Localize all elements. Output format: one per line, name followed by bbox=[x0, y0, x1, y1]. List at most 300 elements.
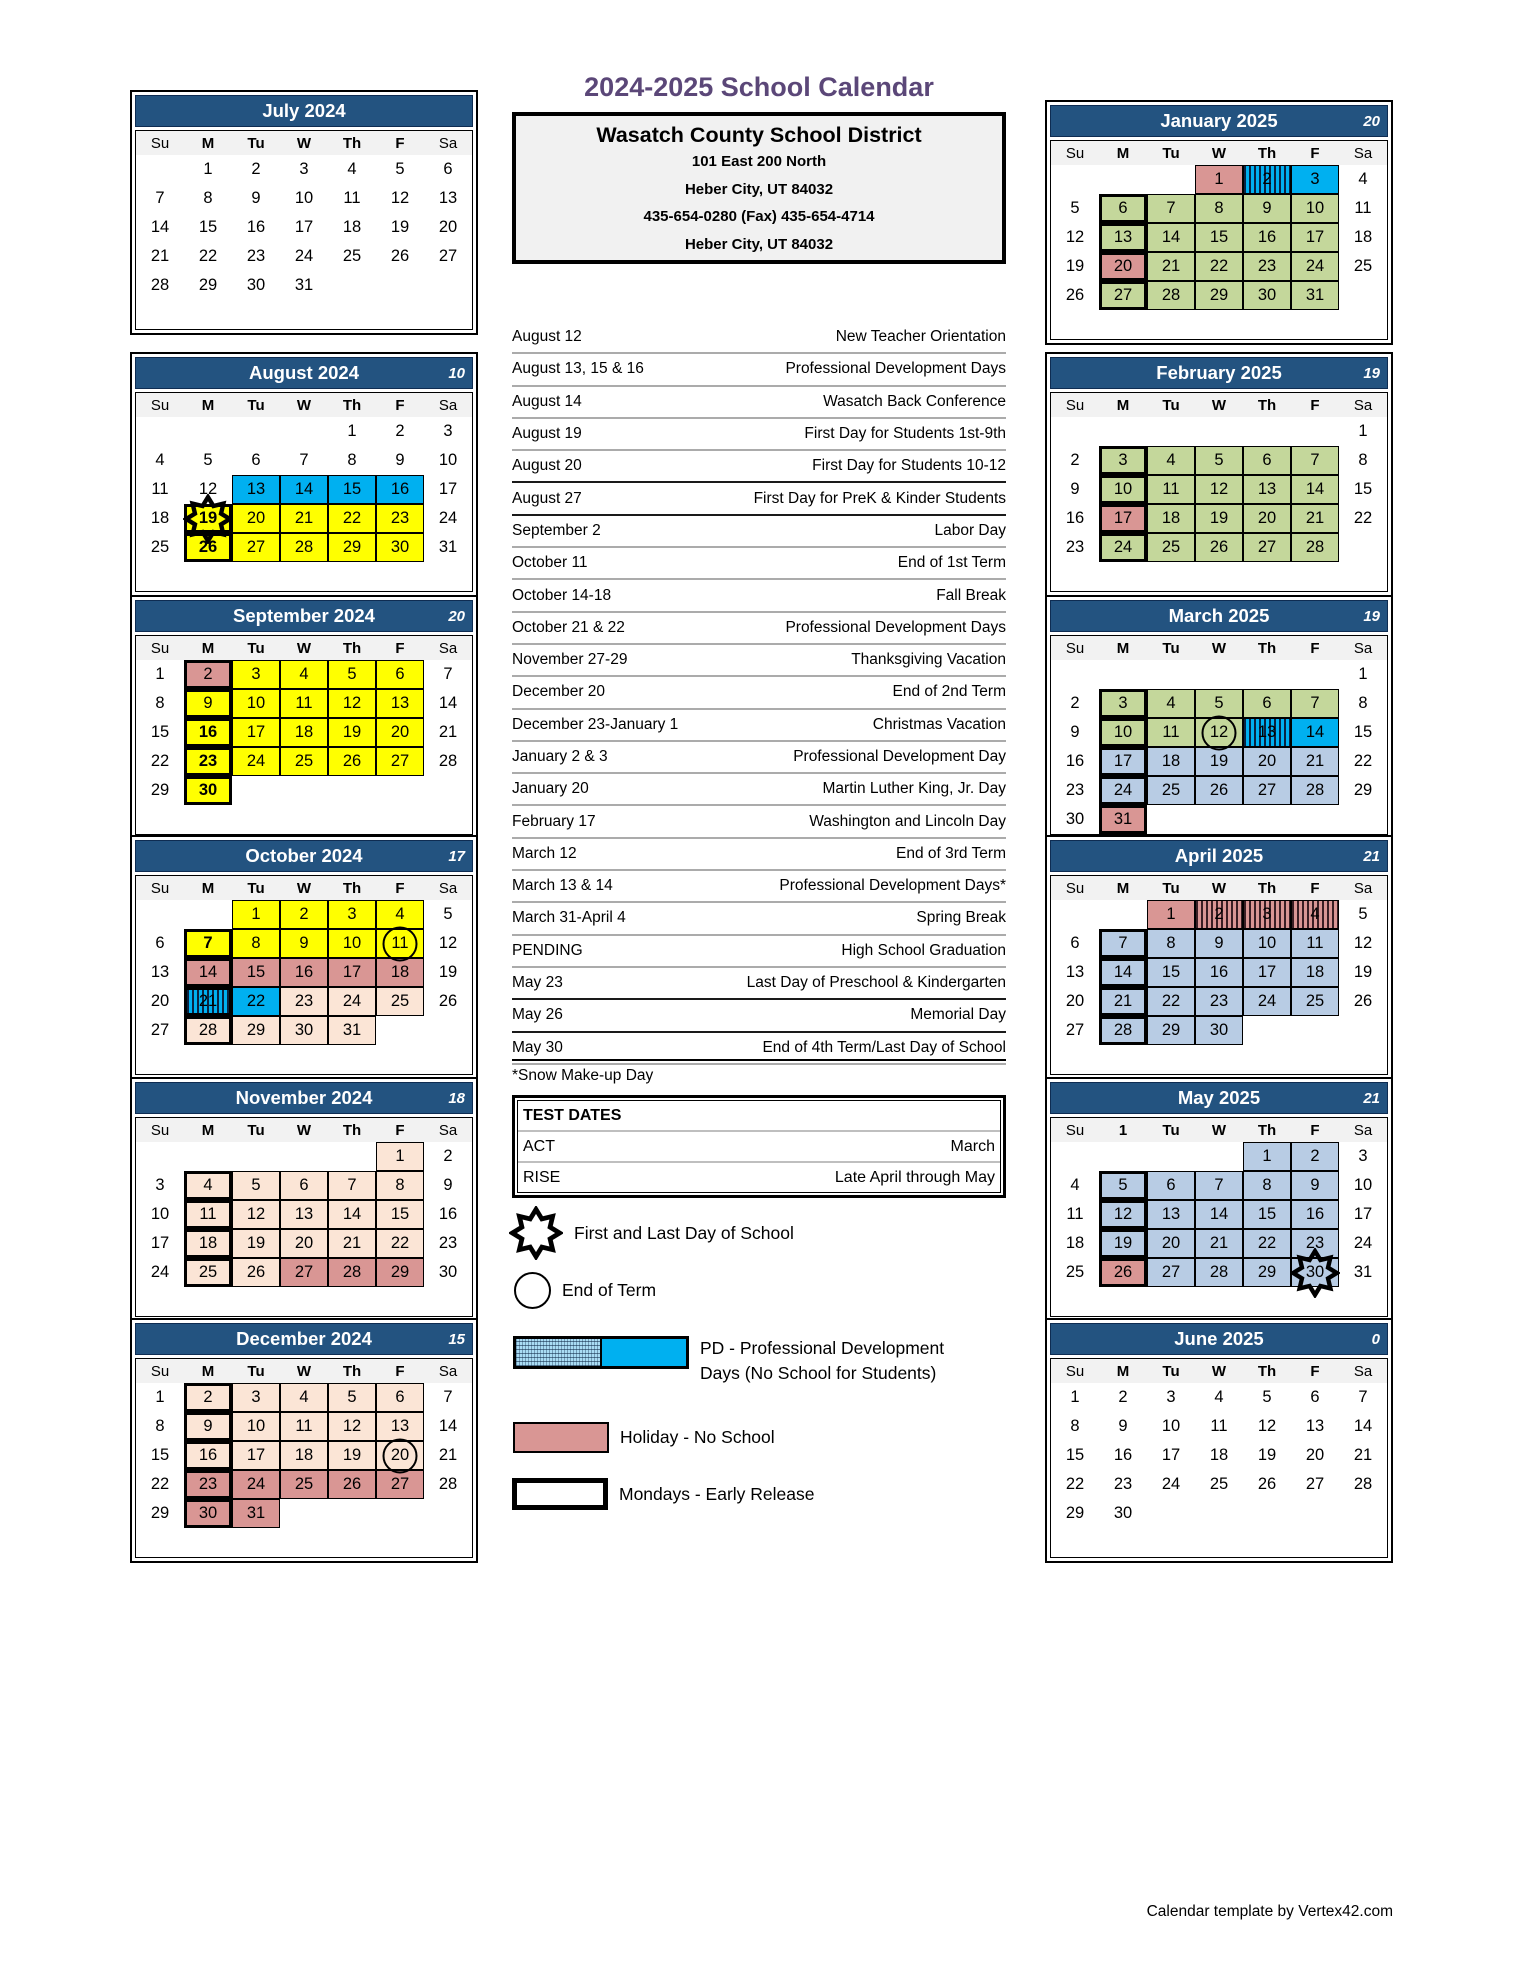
day-cell bbox=[1147, 223, 1195, 252]
day-cell bbox=[1339, 475, 1387, 504]
month-september-2024 bbox=[130, 595, 478, 840]
day-number: 23 bbox=[1113, 1475, 1133, 1493]
day-number: 14 bbox=[342, 1205, 362, 1223]
day-cell bbox=[232, 987, 280, 1016]
day-number: 25 bbox=[150, 538, 170, 556]
day-number: 31 bbox=[342, 1021, 362, 1039]
day-number: 20 bbox=[1257, 752, 1277, 770]
day-cell bbox=[280, 1470, 328, 1499]
weekday-label: M bbox=[201, 396, 215, 414]
day-number: 1 bbox=[203, 160, 213, 178]
weekday-label: M bbox=[201, 879, 215, 897]
day-number: 28 bbox=[1305, 538, 1325, 556]
weekday-label: W bbox=[1211, 879, 1227, 897]
day-cell bbox=[1147, 747, 1195, 776]
weekday-label: Su bbox=[1065, 1362, 1085, 1380]
day-number: 19 bbox=[246, 1234, 266, 1252]
day-number: 4 bbox=[203, 1176, 213, 1194]
day-cell bbox=[184, 958, 232, 987]
week-row bbox=[1051, 1441, 1387, 1470]
event-row bbox=[512, 677, 1006, 709]
weekday-label: Th bbox=[342, 1362, 362, 1380]
weekday-label: Sa bbox=[1353, 144, 1373, 162]
day-cell bbox=[376, 900, 424, 929]
month-body bbox=[1050, 1358, 1388, 1558]
day-cell bbox=[1051, 1258, 1099, 1287]
event-row bbox=[512, 710, 1006, 742]
day-number: 20 bbox=[1113, 257, 1133, 275]
day-cell bbox=[328, 213, 376, 242]
day-number: 24 bbox=[1353, 1234, 1373, 1252]
month-day-count: 19 bbox=[1363, 607, 1380, 625]
day-cell bbox=[1243, 689, 1291, 718]
day-number: 14 bbox=[1209, 1205, 1229, 1223]
month-title: September 2024 bbox=[233, 605, 375, 626]
day-number: 23 bbox=[438, 1234, 458, 1252]
day-cell bbox=[184, 475, 232, 504]
day-cell bbox=[280, 1016, 328, 1045]
day-number: 10 bbox=[1113, 723, 1133, 741]
day-cell bbox=[424, 184, 472, 213]
day-number: 28 bbox=[294, 538, 314, 556]
weekday-label: W bbox=[1211, 144, 1227, 162]
test-dates-title: TEST DATES bbox=[523, 1106, 622, 1124]
weekday-label: Th bbox=[342, 1121, 362, 1139]
day-number: 8 bbox=[155, 694, 165, 712]
day-cell bbox=[280, 747, 328, 776]
week-row bbox=[136, 1142, 472, 1171]
day-number: 11 bbox=[295, 1417, 313, 1435]
week-row bbox=[1051, 281, 1387, 310]
day-cell bbox=[424, 660, 472, 689]
event-row bbox=[512, 871, 1006, 903]
day-number: 9 bbox=[1262, 199, 1272, 217]
day-number: 9 bbox=[203, 694, 213, 712]
day-cell bbox=[1339, 1171, 1387, 1200]
day-cell bbox=[424, 242, 472, 271]
day-cell bbox=[184, 1412, 232, 1441]
day-number: 19 bbox=[390, 218, 410, 236]
day-cell bbox=[1051, 1441, 1099, 1470]
day-cell bbox=[1243, 1412, 1291, 1441]
day-cell bbox=[1243, 1441, 1291, 1470]
day-cell bbox=[424, 475, 472, 504]
day-number: 7 bbox=[1166, 199, 1176, 217]
day-number: 31 bbox=[246, 1504, 266, 1522]
day-number: 16 bbox=[1065, 509, 1085, 527]
weekday-header-row bbox=[136, 876, 472, 900]
day-number: 17 bbox=[1305, 228, 1325, 246]
day-cell bbox=[1147, 1016, 1195, 1045]
mondays-swatch-icon bbox=[512, 1478, 608, 1510]
day-number: 6 bbox=[155, 934, 165, 952]
day-number: 11 bbox=[343, 189, 361, 207]
day-number: 9 bbox=[1070, 723, 1080, 741]
day-number: 8 bbox=[347, 451, 357, 469]
event-row bbox=[512, 1000, 1006, 1032]
day-number: 27 bbox=[1065, 1021, 1085, 1039]
weekday-header-row bbox=[136, 1118, 472, 1142]
day-number: 16 bbox=[1257, 228, 1277, 246]
day-number: 3 bbox=[155, 1176, 165, 1194]
day-cell-empty bbox=[424, 271, 472, 300]
day-number: 15 bbox=[342, 480, 362, 498]
day-cell bbox=[1195, 900, 1243, 929]
weekday-label: W bbox=[296, 396, 312, 414]
test-window: March bbox=[950, 1137, 995, 1155]
month-february-2025 bbox=[1045, 352, 1393, 597]
month-day-count: 0 bbox=[1371, 1330, 1380, 1348]
event-row bbox=[512, 580, 1006, 612]
weekday-label: Th bbox=[342, 134, 362, 152]
day-cell bbox=[1099, 776, 1147, 805]
day-cell bbox=[1147, 446, 1195, 475]
day-number: 11 bbox=[1162, 480, 1180, 498]
event-description: Washington and Lincoln Day bbox=[809, 812, 1006, 830]
day-number: 27 bbox=[150, 1021, 170, 1039]
day-cell bbox=[184, 1258, 232, 1287]
day-cell bbox=[232, 747, 280, 776]
day-number: 28 bbox=[198, 1021, 218, 1039]
day-number: 24 bbox=[294, 247, 314, 265]
weekday-label: Su bbox=[1065, 879, 1085, 897]
weekday-label: 1 bbox=[1118, 1121, 1128, 1139]
day-cell bbox=[1291, 504, 1339, 533]
weekday-label: Th bbox=[1257, 396, 1277, 414]
day-cell bbox=[1243, 958, 1291, 987]
day-number: 12 bbox=[1353, 934, 1373, 952]
day-cell bbox=[184, 155, 232, 184]
day-cell bbox=[1291, 689, 1339, 718]
day-number: 15 bbox=[1257, 1205, 1277, 1223]
week-row bbox=[1051, 929, 1387, 958]
weekday-label: Tu bbox=[1162, 879, 1180, 897]
week-row bbox=[136, 689, 472, 718]
weekday-label: Su bbox=[1065, 1121, 1085, 1139]
week-row bbox=[136, 1441, 472, 1470]
day-cell bbox=[376, 184, 424, 213]
day-cell bbox=[1243, 446, 1291, 475]
day-cell bbox=[184, 1470, 232, 1499]
day-number: 26 bbox=[342, 752, 362, 770]
month-title: March 2025 bbox=[1168, 605, 1270, 626]
day-cell-empty bbox=[1099, 900, 1147, 929]
day-number: 25 bbox=[1305, 992, 1325, 1010]
day-cell bbox=[280, 900, 328, 929]
week-row bbox=[1051, 417, 1387, 446]
day-cell bbox=[376, 533, 424, 562]
day-number: 9 bbox=[1070, 480, 1080, 498]
day-number: 7 bbox=[1118, 934, 1128, 952]
day-number: 10 bbox=[1113, 480, 1133, 498]
day-cell bbox=[376, 1200, 424, 1229]
month-title: October 2024 bbox=[245, 845, 363, 866]
weekday-label: Th bbox=[1257, 879, 1277, 897]
day-cell bbox=[184, 776, 232, 805]
day-number: 8 bbox=[203, 189, 213, 207]
day-number: 28 bbox=[1305, 781, 1325, 799]
week-row bbox=[1051, 1470, 1387, 1499]
day-cell bbox=[280, 987, 328, 1016]
day-number: 10 bbox=[246, 1417, 266, 1435]
day-number: 23 bbox=[1065, 538, 1085, 556]
day-number: 7 bbox=[443, 1388, 453, 1406]
day-number: 30 bbox=[1113, 1504, 1133, 1522]
day-cell-empty bbox=[1099, 417, 1147, 446]
day-cell bbox=[1147, 1229, 1195, 1258]
day-number: 22 bbox=[1353, 509, 1373, 527]
week-row bbox=[1051, 776, 1387, 805]
day-cell bbox=[184, 689, 232, 718]
day-number: 31 bbox=[294, 276, 314, 294]
month-day-count: 20 bbox=[1363, 112, 1380, 130]
week-row bbox=[136, 242, 472, 271]
day-number: 22 bbox=[390, 1234, 410, 1252]
month-day-count: 21 bbox=[1363, 1089, 1380, 1107]
event-row bbox=[512, 516, 1006, 548]
event-description: End of 3rd Term bbox=[896, 844, 1006, 862]
month-day-count: 15 bbox=[448, 1330, 465, 1348]
day-cell bbox=[184, 1441, 232, 1470]
day-cell bbox=[1051, 1499, 1099, 1528]
month-december-2024 bbox=[130, 1318, 478, 1563]
day-cell bbox=[232, 446, 280, 475]
day-cell bbox=[1051, 718, 1099, 747]
day-cell bbox=[280, 533, 328, 562]
day-cell-empty bbox=[1147, 660, 1195, 689]
day-cell bbox=[280, 1441, 328, 1470]
day-number: 2 bbox=[443, 1147, 453, 1165]
day-number: 27 bbox=[1161, 1263, 1181, 1281]
month-body bbox=[1050, 875, 1388, 1075]
week-row bbox=[136, 1229, 472, 1258]
day-cell bbox=[1291, 1200, 1339, 1229]
event-row bbox=[512, 806, 1006, 838]
day-cell bbox=[280, 958, 328, 987]
week-row bbox=[136, 776, 472, 805]
day-cell bbox=[424, 718, 472, 747]
day-cell-empty bbox=[1147, 417, 1195, 446]
day-cell bbox=[280, 1258, 328, 1287]
day-number: 26 bbox=[438, 992, 458, 1010]
day-number: 30 bbox=[1305, 1263, 1325, 1281]
day-cell bbox=[1195, 718, 1243, 747]
day-number: 3 bbox=[1118, 451, 1128, 469]
day-number: 6 bbox=[395, 665, 405, 683]
day-number: 3 bbox=[1358, 1147, 1368, 1165]
day-cell bbox=[1147, 533, 1195, 562]
weekday-label: F bbox=[1310, 144, 1320, 162]
day-cell bbox=[1051, 958, 1099, 987]
day-cell-empty bbox=[1195, 1499, 1243, 1528]
day-cell bbox=[1339, 1383, 1387, 1412]
day-cell bbox=[136, 689, 184, 718]
weekday-label: M bbox=[201, 639, 215, 657]
event-date: August 27 bbox=[512, 489, 582, 507]
day-number: 22 bbox=[1257, 1234, 1277, 1252]
day-cell bbox=[184, 1499, 232, 1528]
weekday-label: M bbox=[201, 134, 215, 152]
day-number: 21 bbox=[294, 509, 314, 527]
day-number: 20 bbox=[390, 1446, 410, 1464]
day-number: 21 bbox=[1305, 509, 1325, 527]
day-cell-empty bbox=[232, 1142, 280, 1171]
day-number: 10 bbox=[1305, 199, 1325, 217]
day-number: 30 bbox=[1257, 286, 1277, 304]
weekday-label: F bbox=[395, 639, 405, 657]
day-number: 4 bbox=[299, 1388, 309, 1406]
weekday-label: M bbox=[201, 1362, 215, 1380]
weekday-label: F bbox=[395, 879, 405, 897]
week-row bbox=[136, 1258, 472, 1287]
day-cell bbox=[1195, 689, 1243, 718]
day-cell bbox=[280, 689, 328, 718]
day-number: 9 bbox=[1214, 934, 1224, 952]
day-cell bbox=[1339, 1258, 1387, 1287]
day-cell bbox=[1051, 504, 1099, 533]
day-cell-empty bbox=[1339, 1016, 1387, 1045]
weekday-label: Su bbox=[1065, 144, 1085, 162]
day-number: 8 bbox=[1166, 934, 1176, 952]
circle-icon bbox=[514, 1272, 551, 1309]
day-cell bbox=[136, 1200, 184, 1229]
weekday-label: F bbox=[395, 396, 405, 414]
day-cell bbox=[1051, 805, 1099, 834]
day-number: 27 bbox=[1257, 781, 1277, 799]
day-cell bbox=[1051, 1016, 1099, 1045]
day-number: 5 bbox=[347, 665, 357, 683]
day-cell bbox=[1147, 1200, 1195, 1229]
day-cell bbox=[1051, 252, 1099, 281]
weekday-header-row bbox=[136, 636, 472, 660]
day-number: 12 bbox=[390, 189, 410, 207]
day-cell bbox=[1291, 533, 1339, 562]
day-cell bbox=[136, 533, 184, 562]
day-cell-empty bbox=[376, 271, 424, 300]
day-number: 11 bbox=[295, 694, 313, 712]
day-cell bbox=[1051, 1470, 1099, 1499]
day-number: 8 bbox=[1262, 1176, 1272, 1194]
day-cell bbox=[376, 213, 424, 242]
day-cell-empty bbox=[184, 1142, 232, 1171]
day-cell bbox=[1051, 223, 1099, 252]
weekday-label: Su bbox=[1065, 396, 1085, 414]
day-number: 23 bbox=[1209, 992, 1229, 1010]
day-number: 10 bbox=[294, 189, 314, 207]
day-cell bbox=[1339, 1412, 1387, 1441]
weekday-label: Th bbox=[342, 639, 362, 657]
day-number: 24 bbox=[1257, 992, 1277, 1010]
day-cell bbox=[376, 504, 424, 533]
day-number: 5 bbox=[443, 905, 453, 923]
month-header bbox=[135, 95, 473, 127]
event-description: End of 1st Term bbox=[897, 554, 1006, 572]
week-row bbox=[1051, 504, 1387, 533]
month-day-count: 17 bbox=[448, 847, 465, 865]
day-cell-empty bbox=[328, 776, 376, 805]
district-info-box bbox=[512, 112, 1006, 264]
day-cell bbox=[1099, 1258, 1147, 1287]
month-header bbox=[135, 1323, 473, 1355]
day-number: 17 bbox=[1113, 509, 1133, 527]
day-number: 24 bbox=[150, 1263, 170, 1281]
day-number: 22 bbox=[150, 1475, 170, 1493]
day-cell bbox=[1195, 1470, 1243, 1499]
day-cell bbox=[1339, 958, 1387, 987]
day-cell bbox=[328, 446, 376, 475]
day-cell-empty bbox=[280, 1142, 328, 1171]
week-row bbox=[1051, 900, 1387, 929]
day-cell bbox=[184, 929, 232, 958]
day-number: 10 bbox=[246, 694, 266, 712]
event-date: December 23-January 1 bbox=[512, 715, 679, 733]
day-cell bbox=[1243, 1200, 1291, 1229]
day-cell bbox=[1339, 165, 1387, 194]
weekday-header-row bbox=[1051, 636, 1387, 660]
test-name: RISE bbox=[523, 1168, 561, 1186]
day-cell bbox=[1243, 987, 1291, 1016]
weekday-label: Tu bbox=[1162, 1121, 1180, 1139]
day-cell bbox=[328, 1016, 376, 1045]
day-number: 13 bbox=[1305, 1417, 1325, 1435]
day-cell bbox=[1147, 900, 1195, 929]
day-cell bbox=[1099, 1441, 1147, 1470]
day-number: 13 bbox=[294, 1205, 314, 1223]
day-cell bbox=[328, 747, 376, 776]
legend-mondays bbox=[512, 1478, 815, 1510]
week-row bbox=[1051, 252, 1387, 281]
day-cell bbox=[1195, 958, 1243, 987]
week-row bbox=[136, 155, 472, 184]
day-cell bbox=[280, 242, 328, 271]
month-body bbox=[1050, 140, 1388, 340]
month-body bbox=[1050, 392, 1388, 592]
event-date: May 30 bbox=[512, 1038, 563, 1056]
day-number: 5 bbox=[1118, 1176, 1128, 1194]
day-cell bbox=[232, 1016, 280, 1045]
day-number: 4 bbox=[1166, 694, 1176, 712]
week-row bbox=[1051, 533, 1387, 562]
day-cell bbox=[1339, 987, 1387, 1016]
test-dates-box bbox=[512, 1095, 1006, 1198]
day-number: 18 bbox=[294, 723, 314, 741]
day-cell bbox=[328, 184, 376, 213]
week-row bbox=[136, 718, 472, 747]
day-cell bbox=[184, 1200, 232, 1229]
day-cell-empty bbox=[328, 1499, 376, 1528]
day-cell bbox=[1099, 446, 1147, 475]
day-number: 10 bbox=[1353, 1176, 1373, 1194]
day-number: 2 bbox=[299, 905, 309, 923]
day-cell bbox=[424, 1142, 472, 1171]
month-day-count: 19 bbox=[1363, 364, 1380, 382]
day-number: 10 bbox=[150, 1205, 170, 1223]
weekday-label: W bbox=[296, 1121, 312, 1139]
day-number: 28 bbox=[150, 276, 170, 294]
legend-pd-label bbox=[700, 1336, 944, 1386]
day-cell-empty bbox=[376, 776, 424, 805]
day-number: 27 bbox=[390, 752, 410, 770]
week-row bbox=[1051, 958, 1387, 987]
day-cell-empty bbox=[184, 900, 232, 929]
day-cell-empty bbox=[1051, 660, 1099, 689]
day-number: 3 bbox=[251, 665, 261, 683]
day-cell-empty bbox=[424, 1499, 472, 1528]
day-cell bbox=[184, 242, 232, 271]
weekday-header-row bbox=[136, 131, 472, 155]
day-cell bbox=[1099, 958, 1147, 987]
week-row bbox=[1051, 689, 1387, 718]
